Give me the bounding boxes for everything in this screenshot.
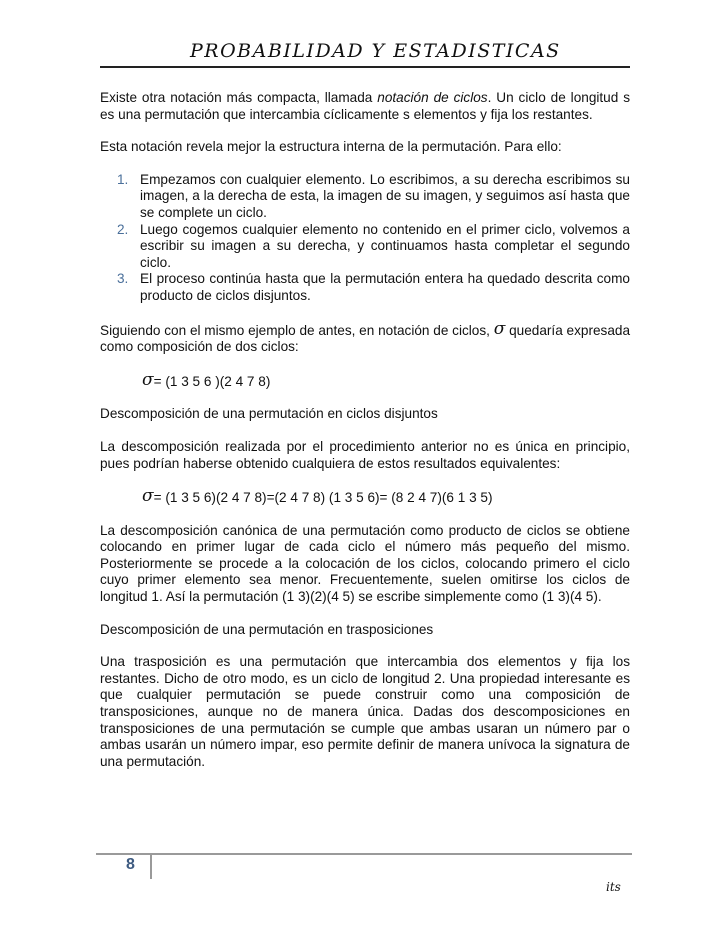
- formula-equivalents: [142, 488, 630, 507]
- text-segment: . Un ciclo de longitud s es una permutación que intercambia cíclicamente s elementos y fija los restantes.: [100, 90, 630, 122]
- paragraph-example: [100, 318, 631, 356]
- list-number: 2.: [117, 221, 129, 237]
- footer-rule: [96, 853, 632, 855]
- text-segment: Existe otra notación más compacta, llamada: [100, 90, 378, 105]
- paragraph-structure: Esta notación revela mejor la estructura interna de la permutación. Para ello:: [100, 139, 562, 155]
- page-header: [0, 34, 728, 68]
- list-item-text: El proceso continúa hasta que la permutación entera ha quedado descrita como producto de ciclos disjuntos.: [140, 271, 630, 303]
- section-heading-transpositions: Descomposición de una permutación en trasposiciones: [100, 621, 434, 637]
- page-number: 8: [126, 856, 135, 873]
- formula-cycles: [142, 369, 630, 391]
- list-number: 3.: [117, 271, 129, 287]
- text-segment: quedaría expresada como composición de dos ciclos:: [100, 322, 631, 355]
- paragraph-canonical: La descomposición canónica de una permutación como producto de ciclos se obtiene colocando en primer lugar de cada ciclo el número más pequeño del mismo. Posteriormente se procede a la colocación de los ciclos, colocando primero el ciclo cuyo primer elemento sea menor. Frecuentemente, suelen omitirse los ciclos de longitud 1. Así la permutación (1 3)(2)(4 5) se escribe simplemente como (1 3)(4 5).: [100, 522, 630, 605]
- paragraph-transpositions: Una trasposición es una permutación que intercambia dos elementos y fija los restantes. Dicho de otro modo, es un ciclo de longitud 2. Una propiedad interesante es que cualquier permutación se puede construir como una composición de transposiciones, aunque no de manera única. Dadas dos descomposiciones en transposiciones de una permutación se cumple que ambas usaran un número par o ambas usarán un número impar, eso permite definir de manera unívoca la signatura de una permutación.: [100, 654, 630, 769]
- header-rule: [100, 66, 630, 68]
- footer-mark: its: [606, 880, 621, 894]
- header-title: PROBABILIDAD Y ESTADISTICAS: [190, 40, 561, 62]
- document-body: [100, 90, 630, 786]
- text-segment: Siguiendo con el mismo ejemplo de antes, en notación de ciclos,: [100, 322, 494, 338]
- steps-list: [100, 172, 630, 305]
- list-item: [100, 271, 630, 304]
- formula-text: = (1 3 5 6 )(2 4 7 8): [153, 373, 271, 389]
- list-item: [100, 222, 630, 272]
- paragraph-cycle-notation: [100, 90, 630, 123]
- list-item-text: Luego cogemos cualquier elemento no contenido en el primer ciclo, volvemos a escribir su imagen a su derecha, y continuamos hasta completar el segundo ciclo.: [140, 221, 630, 270]
- section-heading-disjoint-cycles: Descomposición de una permutación en ciclos disjuntos: [100, 406, 438, 422]
- italic-term: notación de ciclos: [377, 90, 488, 105]
- list-item-text: Empezamos con cualquier elemento. Lo escribimos, a su derecha escribimos su imagen, a la derecha de esta, la imagen de su imagen, y seguimos así hasta que se complete un ciclo.: [140, 171, 630, 220]
- paragraph-non-unique: La descomposición realizada por el procedimiento anterior no es única en principio, pues podrían haberse obtenido cualquiera de estos resultados equivalentes:: [100, 438, 630, 471]
- list-number: 1.: [117, 171, 129, 187]
- formula-text: = (1 3 5 6)(2 4 7 8)=(2 4 7 8) (1 3 5 6)= (8 2 4 7)(6 1 3 5): [153, 490, 493, 506]
- sigma-symbol: σ: [493, 318, 506, 339]
- sigma-symbol: σ: [142, 369, 154, 390]
- footer-divider: [150, 855, 152, 879]
- sigma-symbol: σ: [142, 486, 154, 507]
- list-item: [100, 172, 630, 222]
